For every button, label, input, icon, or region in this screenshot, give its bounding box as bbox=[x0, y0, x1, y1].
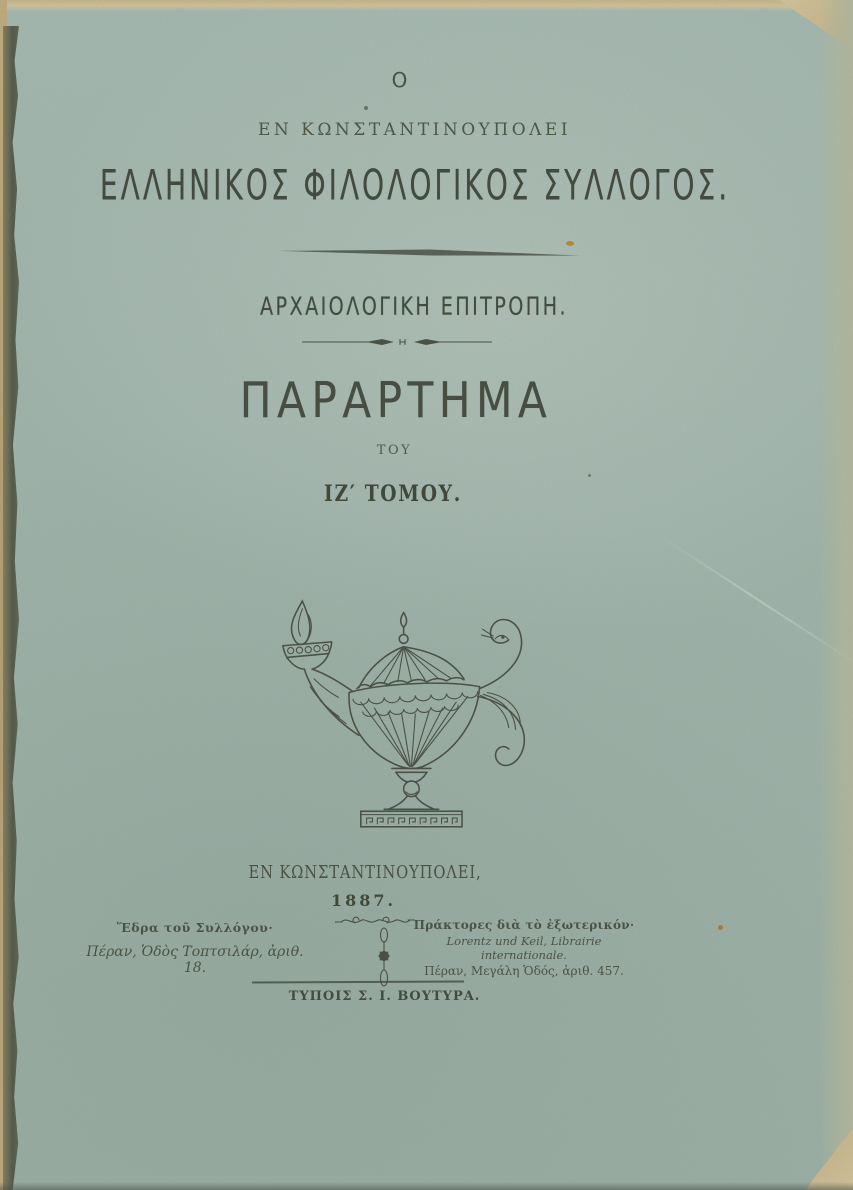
seat-column bbox=[80, 920, 310, 976]
oil-lamp-illustration bbox=[244, 588, 536, 837]
agents-label: Πράκτορες διὰ τὸ ἐξωτερικόν· bbox=[413, 918, 635, 932]
top-edge-wear bbox=[0, 0, 853, 11]
paper-speck bbox=[588, 474, 591, 477]
agents-name: Lorentz und Keil, Librairie internationale. bbox=[446, 934, 602, 962]
paper-speck bbox=[364, 106, 368, 110]
imprint-year: 1887. bbox=[330, 891, 397, 910]
arrow-rule-icon bbox=[302, 333, 492, 352]
oil-lamp-icon bbox=[244, 588, 536, 833]
genitive-label: ΤΟΥ bbox=[376, 443, 413, 458]
article-letter: Ο bbox=[391, 68, 408, 92]
spine-edge-wear bbox=[3, 26, 19, 1190]
year-flourish-icon bbox=[335, 913, 415, 932]
seat-address: Πέραν, Ὁδὸς Τοπτσιλάρ, ἀριθ. 18. bbox=[86, 944, 304, 976]
fore-edge-band bbox=[819, 0, 853, 1190]
volume-label: ΙΖ′ ΤΟΜΟΥ. bbox=[323, 481, 462, 507]
paper-speck bbox=[718, 925, 723, 930]
printer-rule bbox=[252, 980, 464, 983]
agents-column bbox=[408, 918, 640, 978]
tapered-rule-icon bbox=[279, 240, 579, 264]
bottom-edge-shadow bbox=[0, 1182, 853, 1190]
society-name: ΕΛΛΗΝΙΚΟΣ ΦΙΛΟΛΟΓΙΚΟΣ ΣΥΛΛΟΓΟΣ. bbox=[99, 160, 730, 210]
column-divider-icon bbox=[376, 926, 392, 994]
committee-name: ΑΡΧΑΙΟΛΟΓΙΚΗ ΕΠΙΤΡΟΠΗ. bbox=[259, 291, 568, 321]
main-title: ΠΑΡΑΡΤΗΜΑ bbox=[239, 371, 552, 430]
society-place-line: ΕΝ ΚΩΝΣΤΑΝΤΙΝΟΥΠΟΛΕΙ bbox=[257, 120, 572, 140]
imprint-city: ΕΝ ΚΩΝΣΤΑΝΤΙΝΟΥΠΟΛΕΙ, bbox=[247, 862, 482, 883]
seat-label: Ἕδρα τοῦ Συλλόγου· bbox=[116, 920, 274, 935]
agents-address: Πέραν, Μεγάλη Ὁδός, ἀριθ. 457. bbox=[424, 964, 624, 978]
printer-imprint: ΤΥΠΟΙΣ Σ. Ι. ΒΟΥΤΥΡΑ. bbox=[288, 989, 481, 1004]
